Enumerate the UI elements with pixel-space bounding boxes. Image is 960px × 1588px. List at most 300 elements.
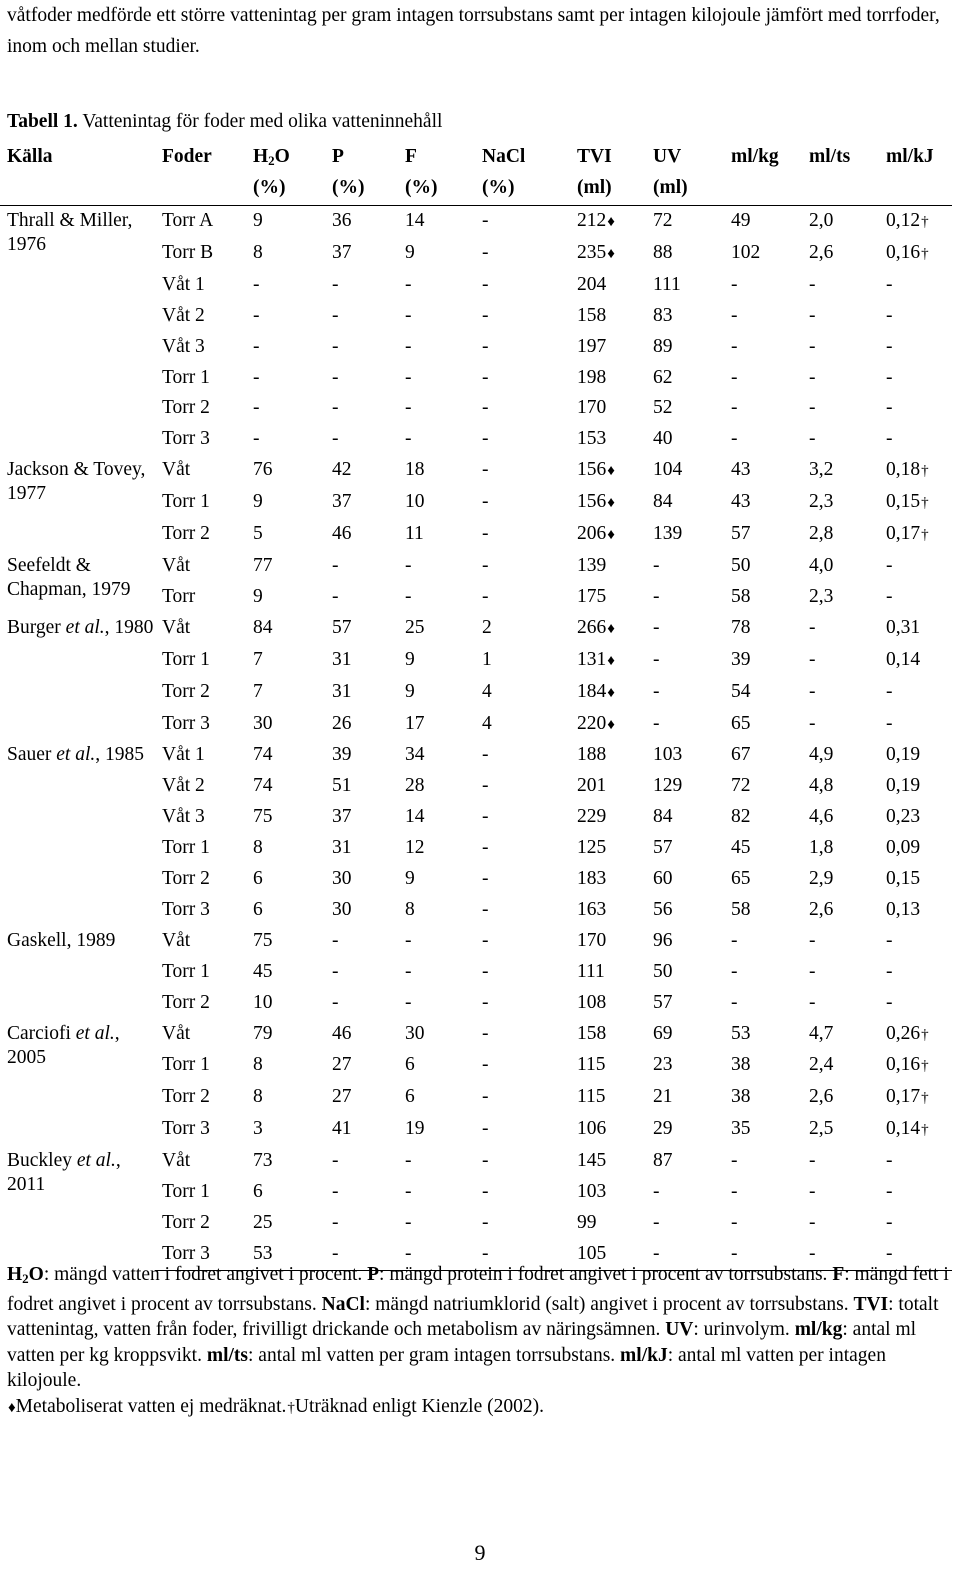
p-cell: 31 — [332, 680, 352, 702]
mlts-cell: 2,4 — [809, 1054, 834, 1076]
mlkg-cell: 43 — [731, 459, 751, 481]
nacl-cell: 4 — [482, 680, 492, 702]
mlts-cell: - — [809, 1181, 816, 1203]
f-cell: 10 — [405, 491, 425, 513]
p-cell: - — [332, 554, 339, 576]
mlts-cell: - — [809, 304, 816, 326]
mlkg-cell: - — [731, 335, 738, 357]
f-cell: - — [405, 585, 412, 607]
diamond-mark: ♦ — [607, 652, 615, 669]
h2o-cell: 5 — [253, 523, 263, 545]
foder-cell: Torr 3 — [155, 1239, 246, 1270]
uv-cell: 21 — [653, 1086, 673, 1108]
tvi-cell: 183 — [577, 868, 607, 890]
f-cell: 34 — [405, 744, 425, 766]
f-cell: - — [405, 1150, 412, 1172]
mlts-cell: 2,5 — [809, 1118, 834, 1140]
p-cell: - — [332, 1212, 339, 1233]
f-cell: 28 — [405, 775, 425, 797]
mlts-cell: 4,0 — [809, 554, 834, 576]
tvi-cell: 188 — [577, 744, 607, 766]
tvi-cell: 108 — [577, 991, 607, 1013]
mlts-cell: 2,3 — [809, 585, 834, 607]
tvi-cell: 204 — [577, 273, 607, 295]
h2o-cell: - — [253, 366, 260, 388]
h2o-cell: 84 — [253, 616, 273, 638]
uv-cell: 84 — [653, 806, 673, 828]
uv-cell: 57 — [653, 991, 673, 1013]
mlts-cell: 2,3 — [809, 491, 834, 513]
uv-cell: 103 — [653, 744, 683, 766]
tvi-cell: 158 — [577, 304, 607, 326]
foder-cell: Torr 1 — [162, 1054, 210, 1076]
mlkj-cell: - — [886, 991, 893, 1013]
diamond-mark: ♦ — [607, 620, 615, 637]
uv-cell: 56 — [653, 898, 673, 920]
h2o-cell: 7 — [253, 648, 263, 670]
uv-cell: - — [653, 648, 660, 670]
note-term: F — [832, 1264, 845, 1285]
col-p: P — [332, 146, 344, 167]
p-cell: 57 — [332, 616, 352, 638]
mlkj-cell: - — [886, 1212, 893, 1233]
foder-cell: Torr 2 — [162, 1212, 210, 1233]
foder-cell: Torr 2 — [162, 1086, 210, 1108]
nacl-cell: - — [482, 1086, 489, 1108]
mlkg-cell: - — [724, 1239, 802, 1270]
foder-cell: Våt — [162, 459, 191, 481]
unit-tvi: (ml) — [570, 175, 646, 206]
tvi-cell: 106 — [577, 1118, 607, 1140]
uv-cell: - — [653, 712, 660, 734]
h2o-cell: 9 — [253, 585, 263, 607]
mlkg-cell: 57 — [731, 523, 751, 545]
uv-cell: 57 — [653, 837, 673, 859]
mlts-cell: 1,8 — [809, 837, 834, 859]
mlkj-cell: - — [886, 680, 893, 702]
nacl-cell: - — [482, 1181, 489, 1203]
mlkj-cell: - — [886, 397, 893, 419]
nacl-cell: 4 — [482, 712, 492, 734]
nacl-cell: - — [482, 491, 489, 513]
note-term: ml/kJ — [620, 1344, 668, 1366]
h2o-cell: 25 — [253, 1212, 273, 1233]
f-cell: 9 — [405, 241, 415, 263]
foder-cell: Våt 3 — [162, 806, 205, 828]
source-cell: Sauer et al., 1985 — [7, 744, 145, 766]
h2o-cell: - — [253, 304, 260, 326]
nacl-cell: - — [482, 554, 489, 576]
uv-cell: 62 — [653, 366, 673, 388]
mlkg-cell: 78 — [731, 616, 751, 638]
mlkg-cell: 72 — [731, 775, 751, 797]
intro-paragraph: våtfoder medförde ett större vattenintag per gram intagen torrsubstans samt per intagen kilojoule jämfört med torrfoder, inom och mellan studier. — [7, 5, 940, 57]
mlts-cell: - — [809, 273, 816, 295]
note-term: $H_2O$ — [7, 1264, 44, 1286]
mlkg-cell: 49 — [731, 210, 751, 231]
h2o-cell: 8 — [253, 1054, 263, 1076]
p-cell: - — [332, 960, 339, 982]
note-desc: : mängd protein i fodret angivet i procent av torrsubstans. — [379, 1264, 833, 1285]
dagger-mark: † — [921, 245, 929, 262]
h2o-cell: 30 — [253, 712, 273, 734]
mlkj-cell: 0,15 — [886, 868, 921, 890]
nacl-cell: - — [482, 585, 489, 607]
p-cell: 51 — [332, 775, 352, 797]
h2o-cell: - — [253, 397, 260, 419]
mlkj-cell: - — [886, 304, 893, 326]
foder-cell: Torr 2 — [162, 680, 210, 702]
mlts-cell: - — [809, 929, 816, 951]
note-desc: : mängd natriumklorid (salt) angivet i procent av torrsubstans. — [364, 1293, 854, 1315]
table-notes — [7, 1262, 952, 1421]
mlts-cell: - — [809, 712, 816, 734]
tvi-cell: 131♦ — [577, 648, 615, 670]
mlts-cell: - — [809, 616, 816, 638]
note-desc: : totalt vattenintag, vatten från foder, frivilligt drickande och metabolism av näringsämnen. — [7, 1293, 939, 1340]
nacl-cell: - — [482, 210, 489, 231]
uv-cell: 87 — [653, 1150, 673, 1172]
mlkg-cell: - — [731, 428, 738, 450]
col-foder: Foder — [162, 146, 212, 167]
nacl-cell: - — [482, 868, 489, 890]
uv-cell: 52 — [653, 397, 673, 419]
mlkj-cell: 0,19 — [886, 744, 921, 766]
tvi-cell: 153 — [577, 428, 607, 450]
mlkj-cell: - — [886, 960, 893, 982]
mlkg-cell: 102 — [731, 241, 761, 263]
foder-cell: Torr 3 — [162, 428, 210, 450]
dagger-mark: † — [921, 214, 929, 230]
f-cell: - — [405, 366, 412, 388]
uv-cell: 84 — [653, 491, 673, 513]
foder-cell: Torr — [162, 585, 196, 607]
p-cell: 36 — [332, 210, 352, 231]
h2o-cell: 6 — [253, 1181, 263, 1203]
f-cell: - — [405, 428, 412, 450]
tvi-cell: 197 — [577, 335, 607, 357]
f-cell: - — [405, 929, 412, 951]
f-cell: 9 — [405, 648, 415, 670]
tvi-cell: 198 — [577, 366, 607, 388]
foder-cell: Våt 3 — [162, 335, 205, 357]
diamond-footnote: ♦Metaboliserat vatten ej medräknat. — [8, 1395, 287, 1417]
mlkj-cell: - — [886, 1181, 893, 1203]
mlkj-cell: - — [886, 554, 893, 576]
mlkg-cell: - — [731, 960, 738, 982]
mlkj-cell: - — [886, 273, 893, 295]
f-cell: 9 — [405, 680, 415, 702]
mlkj-cell: - — [886, 335, 893, 357]
foder-cell: Torr 1 — [162, 960, 210, 982]
note-term: NaCl — [321, 1293, 365, 1315]
col-mlkj: ml/kJ — [886, 146, 934, 167]
mlts-cell: 4,9 — [809, 744, 834, 766]
p-cell: 30 — [332, 898, 352, 920]
nacl-cell: - — [482, 898, 489, 920]
mlts-cell: 2,6 — [809, 898, 834, 920]
p-cell: 39 — [332, 744, 352, 766]
table-body — [0, 206, 952, 1271]
tvi-cell: 206♦ — [577, 523, 615, 545]
mlkj-cell: 0,19 — [886, 775, 921, 797]
mlkg-cell: - — [731, 273, 738, 295]
uv-cell: 83 — [653, 304, 673, 326]
foder-cell: Torr 3 — [162, 898, 210, 920]
page-number: 9 — [474, 1540, 486, 1565]
mlkj-cell: - — [886, 1150, 893, 1172]
h2o-cell: 7 — [253, 680, 263, 702]
mlts-cell: - — [809, 648, 816, 670]
tvi-cell: 156♦ — [577, 459, 615, 481]
note-desc: : antal ml vatten per intagen kilojoule. — [7, 1344, 886, 1391]
uv-cell: 72 — [653, 210, 673, 231]
h2o-cell: 8 — [253, 837, 263, 859]
mlkg-cell: 53 — [731, 1022, 751, 1044]
nacl-cell: - — [482, 929, 489, 951]
note-term: ml/kg — [794, 1319, 843, 1340]
nacl-cell: - — [482, 459, 489, 481]
tvi-cell: 139 — [577, 554, 607, 576]
nacl-cell: - — [482, 241, 489, 263]
col-kalla: Källa — [7, 146, 53, 167]
mlkj-cell: 0,17† — [886, 1086, 929, 1108]
mlts-cell: - — [809, 397, 816, 419]
foder-cell: Torr B — [162, 241, 214, 263]
table-row — [0, 613, 952, 645]
nacl-cell: - — [482, 428, 489, 450]
nacl-cell: - — [482, 397, 489, 419]
dagger-mark: † — [921, 1026, 929, 1043]
mlkj-cell: 0,16† — [886, 241, 929, 263]
note-desc: : mängd fett i fodret angivet i procent av torrsubstans. — [7, 1264, 949, 1315]
mlkg-cell: 43 — [731, 491, 751, 513]
unit-p: (%) — [325, 175, 398, 206]
dagger-mark: † — [921, 1090, 929, 1107]
nacl-cell: 1 — [482, 648, 492, 670]
diamond-mark: ♦ — [607, 684, 615, 701]
nacl-cell: - — [482, 1212, 489, 1233]
f-cell: - — [405, 335, 412, 357]
table-caption-label: Tabell 1. — [7, 111, 78, 132]
dagger-mark: † — [921, 527, 929, 544]
mlkg-cell: 65 — [731, 868, 751, 890]
uv-cell: - — [653, 616, 660, 638]
mlts-cell: 4,8 — [809, 775, 834, 797]
uv-cell: - — [653, 1212, 660, 1233]
foder-cell: Våt 2 — [162, 304, 205, 326]
f-cell: - — [405, 554, 412, 576]
mlkj-cell: 0,14 — [886, 648, 921, 670]
unit-row — [0, 175, 952, 206]
p-cell: - — [332, 1181, 339, 1203]
f-cell: 14 — [405, 806, 425, 828]
nacl-cell: - — [482, 366, 489, 388]
f-cell: 6 — [405, 1086, 415, 1108]
mlkj-cell: 0,15† — [886, 491, 929, 513]
p-cell: - — [332, 1150, 339, 1172]
mlkj-cell: - — [886, 929, 893, 951]
h2o-cell: 3 — [253, 1118, 263, 1140]
source-cell: Gaskell, 1989 — [7, 929, 116, 951]
uv-cell: 111 — [653, 273, 681, 295]
foder-cell: Torr 3 — [162, 1118, 210, 1140]
dagger-mark: † — [921, 1058, 929, 1075]
mlkg-cell: - — [731, 304, 738, 326]
col-nacl: NaCl — [482, 146, 526, 167]
mlts-cell: - — [809, 335, 816, 357]
foder-cell: Torr 1 — [162, 491, 210, 513]
nacl-cell: - — [482, 1118, 489, 1140]
p-cell: 31 — [332, 837, 352, 859]
f-cell: 6 — [405, 1054, 415, 1076]
note-desc: : antal ml vatten per gram intagen torrsubstans. — [248, 1344, 621, 1366]
mlkg-cell: 65 — [731, 712, 751, 734]
foder-cell: Våt 1 — [162, 744, 205, 766]
foder-cell: Våt 2 — [162, 775, 205, 797]
mlts-cell: 3,2 — [809, 459, 834, 481]
uv-cell: 29 — [653, 1118, 673, 1140]
h2o-cell: 77 — [253, 554, 273, 576]
f-cell: 11 — [405, 523, 424, 545]
f-cell: 8 — [405, 898, 415, 920]
nacl-cell: - — [482, 806, 489, 828]
table-row — [0, 206, 952, 238]
uv-cell: 88 — [653, 241, 673, 263]
mlkg-cell: - — [731, 1150, 738, 1172]
nacl-cell: - — [482, 1054, 489, 1076]
unit-f: (%) — [398, 175, 475, 206]
foder-cell: Torr 1 — [162, 1181, 210, 1203]
p-cell: 46 — [332, 1022, 352, 1044]
source-cell: Seefeldt & Chapman, 1979 — [7, 554, 131, 600]
nacl-cell: - — [482, 523, 489, 545]
uv-cell: - — [653, 554, 660, 576]
p-cell: - — [332, 991, 339, 1013]
tvi-cell: 111 — [577, 960, 605, 982]
nacl-cell: - — [482, 960, 489, 982]
h2o-cell: 53 — [246, 1239, 325, 1270]
uv-cell: 50 — [653, 960, 673, 982]
f-cell: 17 — [405, 712, 425, 734]
mlts-cell: 2,6 — [809, 241, 834, 263]
foder-cell: Torr 3 — [162, 712, 210, 734]
mlkj-cell: 0,16† — [886, 1054, 929, 1076]
mlkj-cell: - — [886, 585, 893, 607]
col-h2o: $H_2O$ — [253, 146, 290, 168]
source-cell: Thrall & Miller, 1976 — [7, 210, 133, 255]
diamond-mark: ♦ — [607, 463, 615, 480]
mlkg-cell: - — [731, 1212, 738, 1233]
col-mlts: ml/ts — [809, 146, 851, 167]
foder-cell: Våt 1 — [162, 273, 205, 295]
nacl-cell: - — [482, 304, 489, 326]
foder-cell: Torr 2 — [162, 868, 210, 890]
tvi-cell: 170 — [577, 397, 607, 419]
tvi-cell: 99 — [577, 1212, 597, 1233]
mlkj-cell: 0,17† — [886, 523, 929, 545]
p-cell: - — [332, 585, 339, 607]
mlts-cell: 2,0 — [809, 210, 834, 231]
mlts-cell: - — [809, 680, 816, 702]
p-cell: 26 — [332, 712, 352, 734]
uv-cell: 23 — [653, 1054, 673, 1076]
f-cell: - — [405, 960, 412, 982]
tvi-cell: 170 — [577, 929, 607, 951]
mlkj-cell: 0,13 — [886, 898, 921, 920]
foder-cell: Våt — [162, 1150, 191, 1172]
note-term: UV — [665, 1319, 694, 1340]
uv-cell: 139 — [653, 523, 683, 545]
h2o-cell: 8 — [253, 241, 263, 263]
tvi-cell: 158 — [577, 1022, 607, 1044]
mlts-cell: 4,7 — [809, 1022, 834, 1044]
mlkg-cell: 50 — [731, 554, 751, 576]
p-cell: 37 — [332, 241, 352, 263]
foder-cell: Våt — [162, 1022, 191, 1044]
foder-cell: Torr 2 — [162, 991, 210, 1013]
note-desc: : urinvolym. — [693, 1319, 795, 1340]
mlkg-cell: - — [731, 366, 738, 388]
table-row — [0, 740, 952, 771]
tvi-cell: 145 — [577, 1150, 607, 1172]
mlkg-cell: 38 — [731, 1054, 751, 1076]
tvi-cell: 175 — [577, 585, 607, 607]
nacl-cell: - — [482, 1150, 489, 1172]
p-cell: 27 — [332, 1086, 352, 1108]
p-cell: - — [332, 929, 339, 951]
note-desc: : antal ml vatten per kg kroppsvikt. — [7, 1319, 917, 1366]
header-row — [0, 142, 952, 175]
nacl-cell: - — [475, 1239, 570, 1270]
diamond-mark: ♦ — [607, 245, 615, 262]
mlkj-cell: 0,12† — [886, 210, 929, 231]
p-cell: - — [332, 397, 339, 419]
p-cell: 46 — [332, 523, 352, 545]
mlkg-cell: 67 — [731, 744, 751, 766]
foder-cell: Torr 1 — [162, 366, 210, 388]
col-uv: UV — [653, 146, 682, 167]
table-row — [0, 926, 952, 957]
f-cell: - — [405, 1181, 412, 1203]
p-cell: - — [332, 335, 339, 357]
h2o-cell: 75 — [253, 806, 273, 828]
foder-cell: Våt — [162, 616, 191, 638]
foder-cell: Torr 1 — [162, 648, 210, 670]
p-cell: - — [332, 304, 339, 326]
f-cell: 14 — [405, 210, 425, 231]
nacl-cell: - — [482, 837, 489, 859]
foder-cell: Våt — [162, 554, 191, 576]
mlkg-cell: 58 — [731, 585, 751, 607]
table-caption-text: Vattenintag för foder med olika vatteninnehåll — [77, 111, 443, 132]
mlkg-cell: 39 — [731, 648, 751, 670]
mlkj-cell: - — [886, 428, 893, 450]
nacl-cell: - — [482, 273, 489, 295]
p-cell: - — [332, 366, 339, 388]
mlkg-cell: - — [731, 929, 738, 951]
note-term: ml/ts — [206, 1344, 249, 1366]
diamond-mark: ♦ — [607, 716, 615, 733]
mlkj-cell: 0,09 — [886, 837, 921, 859]
uv-cell: - — [653, 680, 660, 702]
p-cell: 41 — [332, 1118, 352, 1140]
f-cell: - — [405, 991, 412, 1013]
table-row — [0, 551, 952, 582]
mlkg-cell: 38 — [731, 1086, 751, 1108]
mlts-cell: 4,6 — [809, 806, 834, 828]
h2o-cell: - — [253, 335, 260, 357]
